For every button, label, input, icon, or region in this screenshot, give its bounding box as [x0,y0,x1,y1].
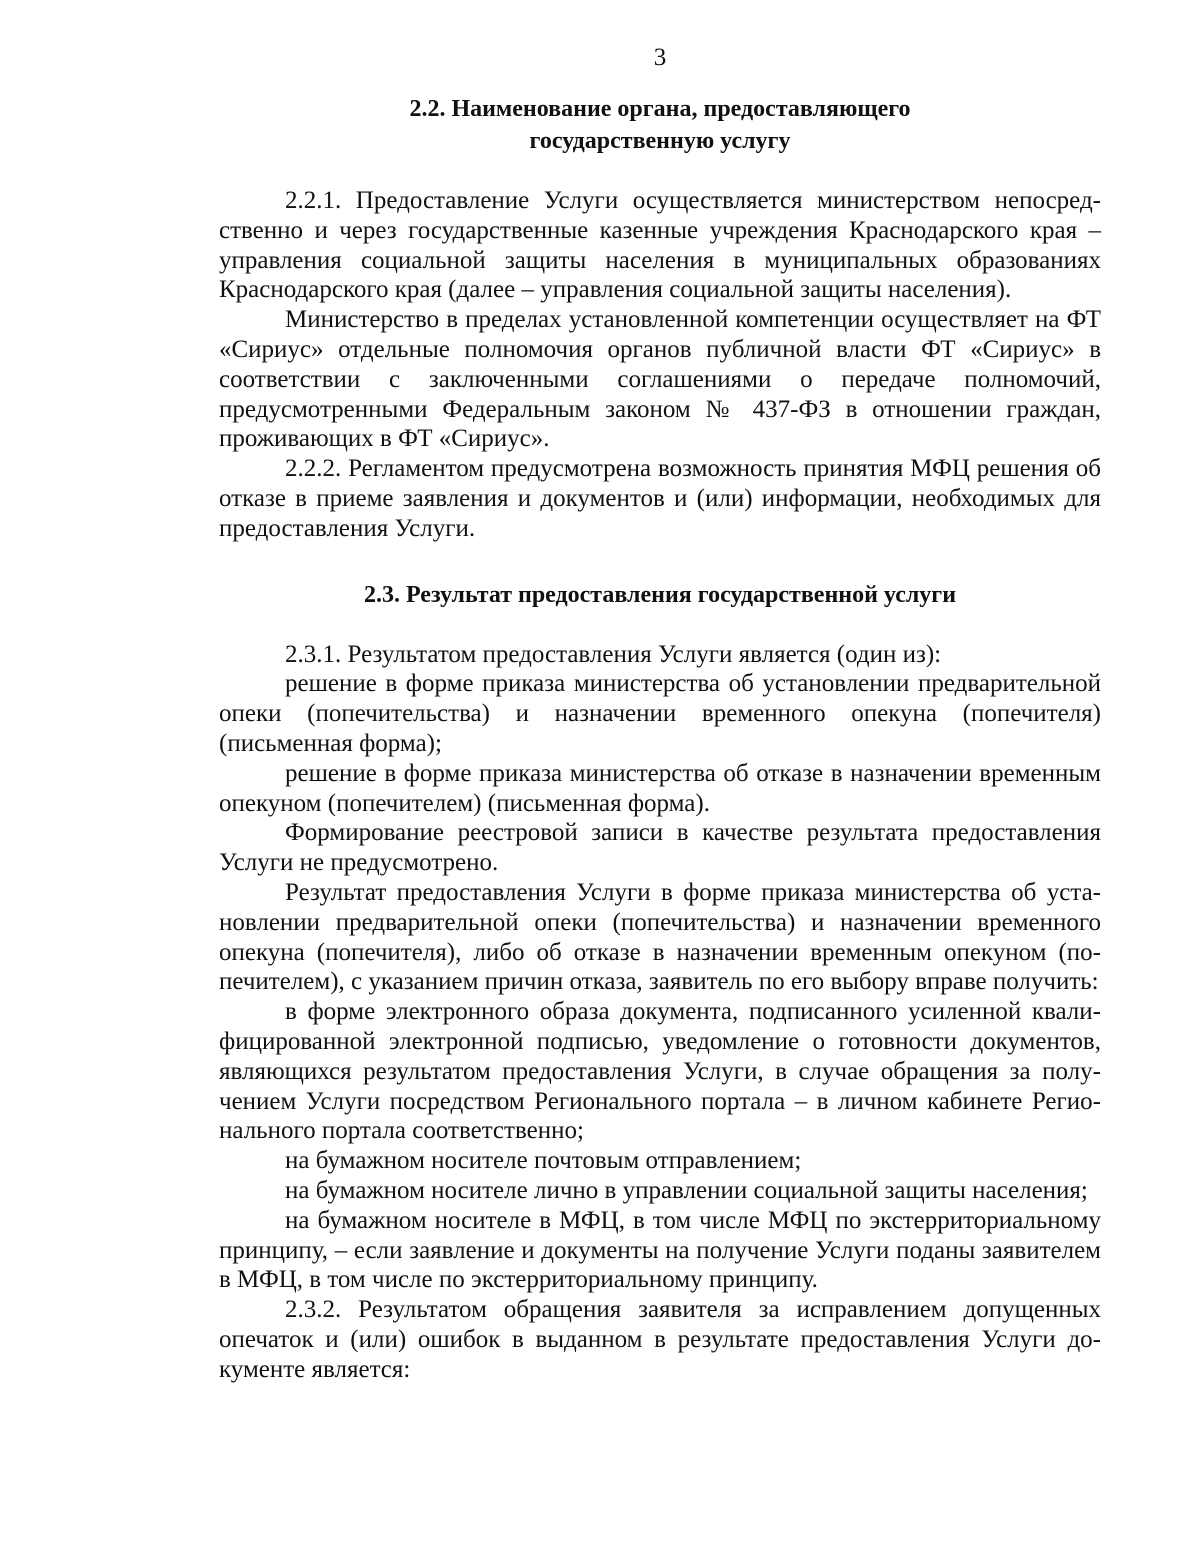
section-2-3-heading [219,579,1101,611]
section-2-2-body [219,186,1101,544]
paragraph: Формирование реестровой записи в качестве результата предоставления Услуги не предусмотрено. [219,819,1101,877]
paragraph: на бумажном носителе в МФЦ, в том числе МФЦ по экстерриториальному принципу, – если заявление и документы на получение Услуги поданы заявителем в МФЦ, в том числе по экстерриториальному принципу. [219,1206,1101,1294]
paragraph: 2.3.1. Результатом предоставления Услуги является (один из): [285,640,942,668]
paragraph: решение в форме приказа министерства об отказе в назначении временным опекуном (попечителем) (письменная форма). [219,759,1101,817]
page-number: 3 [653,44,667,71]
paragraph: Министерство в пределах установленной компетенции осуществляет на ФТ «Сириус» отдельные полномочия органов публичной власти ФТ «Сириус» в соответствии с заключенными соглашениями о передаче полномочий, предусмотренными Федеральным законом № 437-ФЗ в отношении граждан, проживающих в ФТ «Сириус». [219,306,1101,453]
section-2-2-heading [219,93,1101,157]
paragraph: на бумажном носителе лично в управлении социальной защиты населения; [285,1176,1088,1204]
section-2-3-body [219,640,1101,1385]
paragraph: 2.2.2. Регламентом предусмотрена возможность принятия МФЦ решения об отказе в приеме заявления и документов и (или) информации, необходимых для предоставления Услуги. [219,455,1101,542]
paragraph: в форме электронного образа документа, подписанного усиленной квалифицированной электронной подписью, уведомление о готовности документов, являющихся результатом предоставления Услуги, в случае обращения за получением Услуги посредством Регионального портала – в личном кабинете Регионального портала соответственно; [219,998,1101,1145]
section-2-2-heading-line2: государственную услугу [529,128,791,154]
paragraph: решение в форме приказа министерства об установлении предварительной опеки (попечительства) и назначении временного опекуна (попечителя) (письменная форма); [219,670,1101,757]
paragraph: Результат предоставления Услуги в форме приказа министерства об установлении предварительной опеки (попечительства) и назначении временного опекуна (попечителя), либо об отказе в назначении временным опекуном (попечителем), с указанием причин отказа, заявитель по его выбору вправе получить: [219,878,1101,996]
paragraph: 2.3.2. Результатом обращения заявителя за исправлением допущенных опечаток и (или) ошибок в выданном в результате предоставления Услуги документе является: [219,1296,1101,1383]
document-page [219,38,1101,1384]
section-2-3-heading-line: 2.3. Результат предоставления государственной услуги [363,581,957,608]
section-2-2-heading-line1: 2.2. Наименование органа, предоставляющего [409,96,911,122]
paragraph: 2.2.1. Предоставление Услуги осуществляется министерством непосредственно и через государственные казенные учреждения Краснодарского края – управления социальной защиты населения в муниципальных образованиях Краснодарского края (далее – управления социальной защиты населения). [219,187,1101,304]
paragraph: на бумажном носителе почтовым отправлением; [285,1147,802,1175]
